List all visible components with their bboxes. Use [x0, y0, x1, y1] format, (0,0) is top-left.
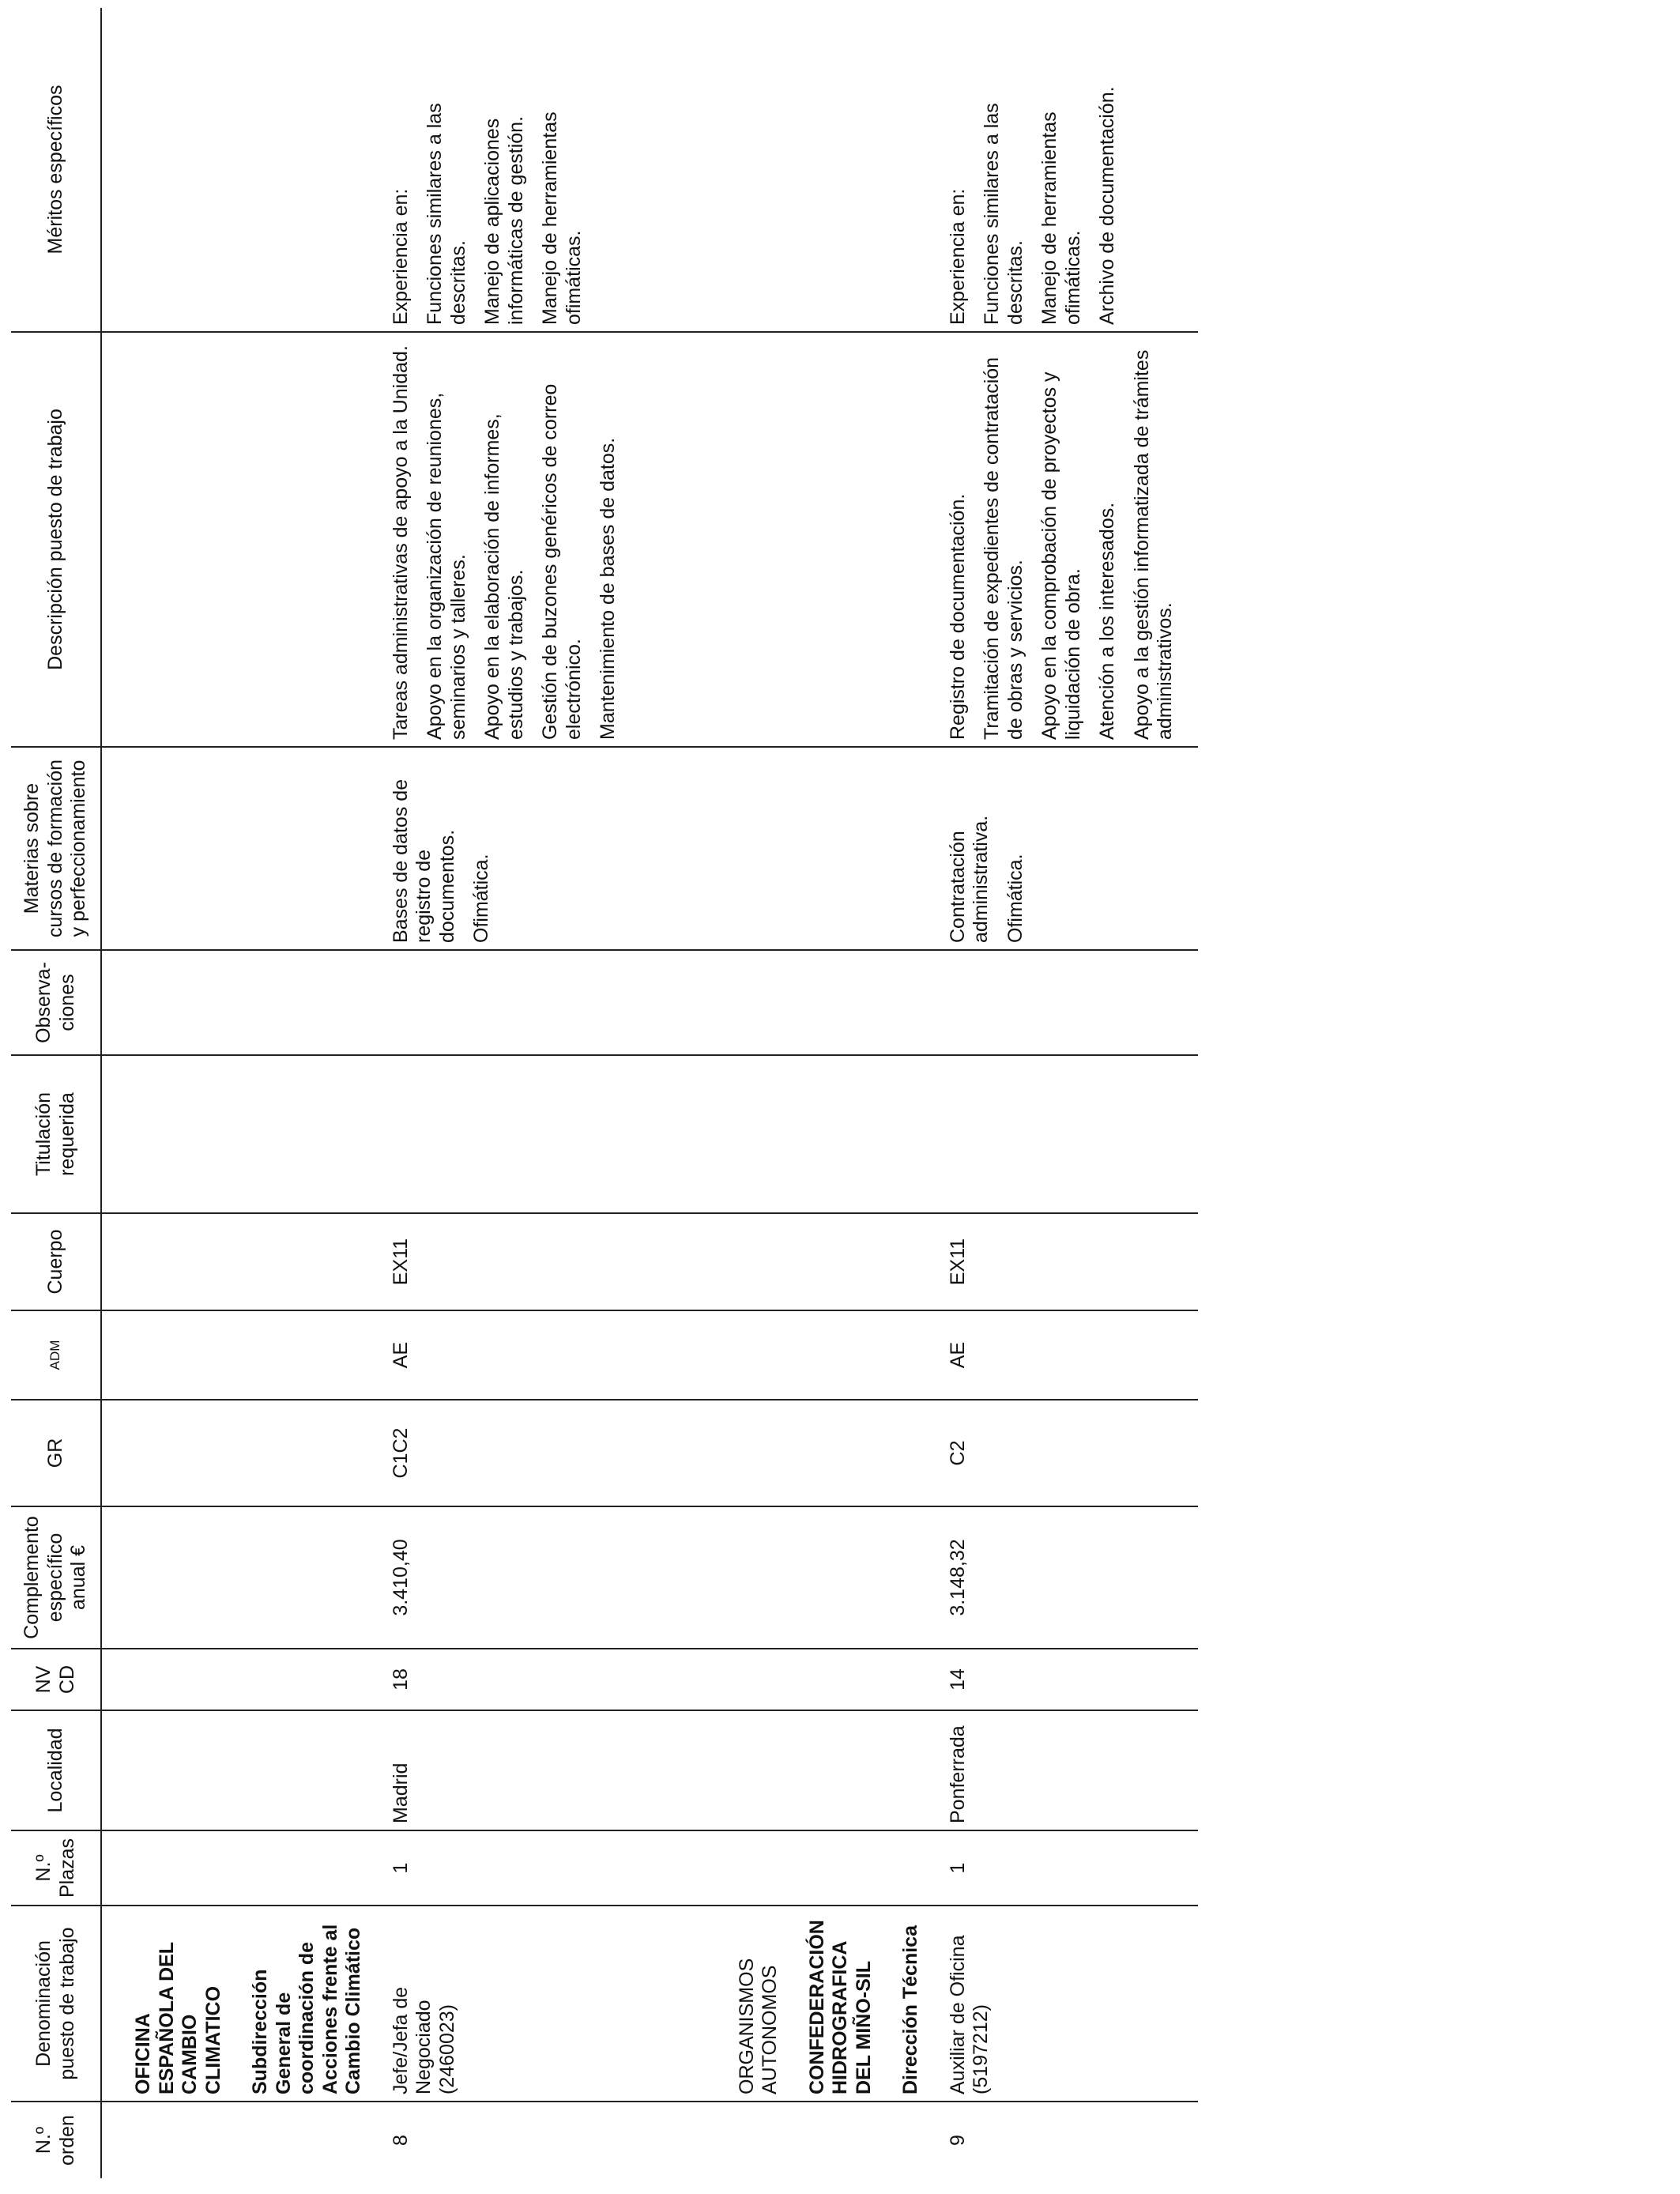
observaciones-cell	[372, 950, 641, 1055]
header-grupo: GR	[11, 1400, 101, 1506]
descripcion-cell	[372, 332, 641, 747]
header-cuerpo: Cuerpo	[11, 1213, 101, 1310]
header-denominacion: Denominación puesto de trabajo	[11, 1906, 101, 2102]
section-row	[641, 8, 929, 2178]
descripcion-item: Tramitación de expedientes de contratación de obras y servicios.	[981, 356, 1026, 740]
merito-item: Manejo de herramientas ofimáticas.	[1038, 111, 1084, 325]
merito-item: Funciones similares a las descritas.	[424, 103, 469, 325]
header-complemento: Complemento específico anual €	[11, 1506, 101, 1649]
materia-item: Ofimática.	[470, 854, 492, 943]
complemento-cell: 3.410,40	[372, 1506, 641, 1649]
observaciones-cell	[929, 950, 1198, 1055]
nivel-cell: 18	[372, 1649, 641, 1710]
header-titulacion: Titulación requerida	[11, 1055, 101, 1213]
section-cell	[101, 1906, 372, 2102]
descripcion-item: Apoyo en la comprobación de proyectos y liquidación de obra.	[1038, 371, 1084, 740]
section-oficina: OFICINA ESPAÑOLA DEL CAMBIO CLIMATICO	[132, 1942, 224, 2094]
header-localidad: Localidad	[11, 1710, 101, 1830]
descripcion-item: Apoyo en la organización de reuniones, seminarios y talleres.	[424, 392, 469, 740]
merito-item: Archivo de documentación.	[1096, 86, 1118, 325]
table-row	[372, 8, 641, 2178]
header-materias: Materias sobre cursos de formación y perfeccionamiento	[11, 747, 101, 950]
section-subdireccion: Subdirección General de coordinación de Acciones frente al Cambio Climático	[249, 1924, 364, 2094]
descripcion-cell	[929, 332, 1198, 747]
complemento-cell: 3.148,32	[929, 1506, 1198, 1649]
denominacion-cell: Jefe/Jefa de Negociado (2460023)	[372, 1906, 641, 2102]
descripcion-item: Tareas administrativas de apoyo a la Unidad.	[389, 345, 412, 740]
materias-cell	[372, 747, 641, 950]
section-direccion: Dirección Técnica	[899, 1925, 921, 2094]
titulacion-cell	[929, 1055, 1198, 1213]
positions-table	[11, 8, 1198, 2178]
merito-item: Experiencia en:	[389, 188, 412, 325]
plazas-cell: 1	[372, 1830, 641, 1906]
orden-cell: 9	[946, 2135, 969, 2146]
meritos-cell	[372, 8, 641, 332]
nivel-cell: 14	[929, 1649, 1198, 1710]
grupo-cell: C1C2	[372, 1400, 641, 1506]
header-observaciones: Observa-ciones	[11, 950, 101, 1055]
section-confederacion: CONFEDERACIÓN HIDROGRAFICA DEL MIÑO-SIL	[805, 1920, 875, 2094]
materia-item: Bases de datos de registro de documentos.	[389, 778, 458, 943]
grupo-cell: C2	[929, 1400, 1198, 1506]
orden-cell: 8	[389, 2135, 412, 2146]
section-cell	[641, 1906, 929, 2102]
cuerpo-cell: EX11	[929, 1213, 1198, 1310]
merito-item: Manejo de herramientas ofimáticas.	[539, 111, 585, 325]
descripcion-item: Registro de documentación.	[946, 493, 969, 740]
header-row	[11, 8, 101, 2178]
plazas-cell: 1	[929, 1830, 1198, 1906]
descripcion-item: Apoyo en la elaboración de informes, estudios y trabajos.	[481, 413, 527, 740]
header-adm: ADM	[11, 1310, 101, 1400]
descripcion-item: Apoyo a la gestión informatizada de trámites administrativos.	[1130, 349, 1176, 740]
section-row	[101, 8, 372, 2178]
materia-item: Contratación administrativa.	[946, 815, 992, 943]
denominacion-cell: Auxiliar de Oficina (5197212)	[929, 1906, 1198, 2102]
header-nivel: NV CD	[11, 1649, 101, 1710]
meritos-cell	[929, 8, 1198, 332]
header-plazas: N.º Plazas	[11, 1830, 101, 1906]
materias-cell	[929, 747, 1198, 950]
header-orden: N.º orden	[11, 2102, 101, 2178]
cuerpo-cell: EX11	[372, 1213, 641, 1310]
merito-item: Experiencia en:	[946, 188, 969, 325]
descripcion-item: Mantenimiento de bases de datos.	[597, 437, 619, 740]
header-descripcion: Descripción puesto de trabajo	[11, 332, 101, 747]
table-row	[929, 8, 1198, 2178]
localidad-cell: Madrid	[372, 1710, 641, 1830]
materia-item: Ofimática.	[1004, 854, 1026, 943]
adm-cell: AE	[929, 1310, 1198, 1400]
titulacion-cell	[372, 1055, 641, 1213]
descripcion-item: Gestión de buzones genéricos de correo electrónico.	[539, 383, 585, 740]
adm-cell: AE	[372, 1310, 641, 1400]
merito-item: Funciones similares a las descritas.	[981, 103, 1026, 325]
descripcion-item: Atención a los interesados.	[1096, 502, 1118, 740]
merito-item: Manejo de aplicaciones informáticas de gestión.	[481, 115, 527, 325]
localidad-cell: Ponferrada	[929, 1710, 1198, 1830]
header-meritos: Méritos específicos	[11, 8, 101, 332]
section-organismos: ORGANISMOS AUTONOMOS	[735, 1958, 781, 2094]
